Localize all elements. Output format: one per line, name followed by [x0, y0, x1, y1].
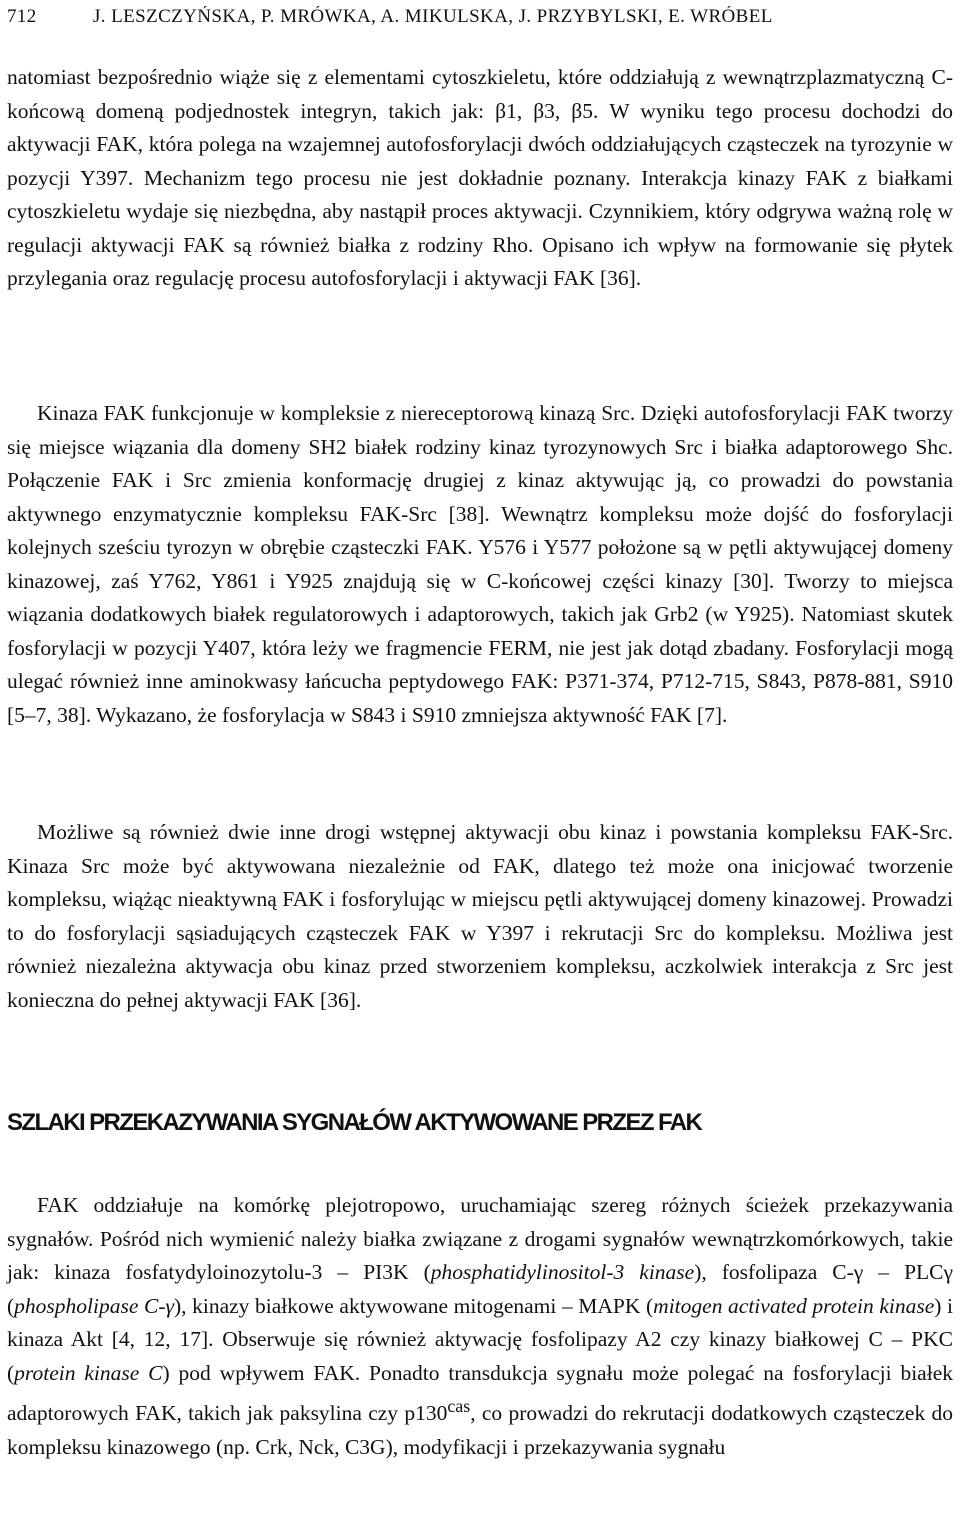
text-run: , co prowadzi do rekrutacji dodatkowych cząsteczek do kompleksu kinazowego (np. Crk, Nck, C3G), modyfikacji i przekazywania sygnału — [7, 1401, 953, 1459]
text-run: ), kinazy białkowe aktywowane mitogenami – MAPK ( — [173, 1293, 654, 1318]
italic-term: mitogen activated protein kinase — [653, 1293, 935, 1318]
italic-term: protein kinase C — [14, 1360, 163, 1385]
text-run: ) pod wpływem FAK. Ponadto transdukcja sygnału może polegać na fosforylacji białek adaptorowych FAK, takich jak paksylina czy p130 — [7, 1360, 953, 1426]
running-head — [7, 6, 953, 28]
superscript: cas — [447, 1396, 471, 1417]
author-list: J. LESZCZYŃSKA, P. MRÓWKA, A. MIKULSKA, J. PRZYBYLSKI, E. WRÓBEL — [93, 6, 773, 27]
paragraph: Kinaza FAK funkcjonuje w kompleksie z niereceptorową kinazą Src. Dzięki autofosforylacji FAK tworzy się miejsce wiązania dla domeny SH2 białek rodziny kinaz tyrozynowych Src i białka adaptorowego Shc. Połączenie FAK i Src zmienia konformację drugiej z kinaz aktywując ją, co prowadzi do powstania aktywnego enzymatycznie kompleksu FAK-Src [38]. Wewnątrz kompleksu może dojść do fosforylacji kolejnych sześciu tyrozyn w obrębie cząsteczki FAK. Y576 i Y577 położone są w pętli aktywującej domeny kinazowej, zaś Y762, Y861 i Y925 znajdują się w C-końcowej części kinazy [30]. Tworzy to miejsca wiązania dodatkowych białek regulatorowych i adaptorowych, takich jak Grb2 (w Y925). Natomiast skutek fosforylacji w pozycji Y407, która leży we fragmencie FERM, nie jest jak dotąd zbadany. Fosforylacji mogą ulegać również inne aminokwasy łańcucha peptydowego FAK: P371-374, P712-715, S843, P878-881, S910 [5–7, 38]. Wykazano, że fosforylacja w S843 i S910 zmniejsza aktywność FAK [7]. — [7, 401, 953, 727]
section-heading: SZLAKI PRZEKAZYWANIA SYGNAŁÓW AKTYWOWANE PRZEZ FAK — [7, 1109, 702, 1136]
text-run: FAK oddziałuje na komórkę plejotropowo, uruchamiając szereg różnych ścieżek przekazywania sygnałów. Pośród nich wymienić należy białka związane z drogami sygnałów wewnątrzkomórkowych, takie jak: kinaza fosfatydyloinozytolu-3 – PI3K ( — [7, 1193, 953, 1285]
text-run: ), fosfolipaza C-γ – PLCγ ( — [7, 1260, 953, 1318]
text-run: ) i kinaza Akt [4, 12, 17]. Obserwuje się również aktywację fosfolipazy A2 czy kinazy białkowej C – PKC ( — [7, 1293, 953, 1385]
paragraph: natomiast bezpośrednio wiąże się z elementami cytoszkieletu, które oddziałują z wewnątrzplazmatyczną C-końcową domeną podjednostek integryn, takich jak: β1, β3, β5. W wyniku tego procesu dochodzi do aktywacji FAK, która polega na wzajemnej autofosforylacji dwóch oddziałujących cząsteczek na tyrozynie w pozycji Y397. Mechanizm tego procesu nie jest dokładnie poznany. Interakcja kinazy FAK z białkami cytoszkieletu wydaje się niezbędna, aby nastąpił proces aktywacji. Czynnikiem, który odgrywa ważną rolę w regulacji aktywacji FAK są również białka z rodziny Rho. Opisano ich wpływ na formowanie się płytek przylegania oraz regulację procesu autofosforylacji i aktywacji FAK [36]. — [7, 65, 953, 291]
paragraph: Możliwe są również dwie inne drogi wstępnej aktywacji obu kinaz i powstania kompleksu FAK-Src. Kinaza Src może być aktywowana niezależnie od FAK, dlatego też może ona inicjować tworzenie kompleksu, wiążąc nieaktywną FAK i fosforylując w miejscu pętli aktywującej domeny kinazowej. Prowadzi to do fosforylacji sąsiadujących cząsteczek FAK w Y397 i rekrutacji Src do kompleksu. Możliwa jest również niezależna aktywacja obu kinaz przed stworzeniem kompleksu, aczkolwiek interakcja z Src jest konieczna do pełnej aktywacji FAK [36]. — [7, 820, 953, 1012]
page-number: 712 — [7, 6, 37, 27]
paragraph — [7, 1189, 953, 1465]
italic-term: phosphatidylinositol-3 kinase — [430, 1260, 695, 1285]
journal-page — [7, 0, 953, 1526]
italic-term: phospholipase C-γ — [14, 1293, 174, 1318]
